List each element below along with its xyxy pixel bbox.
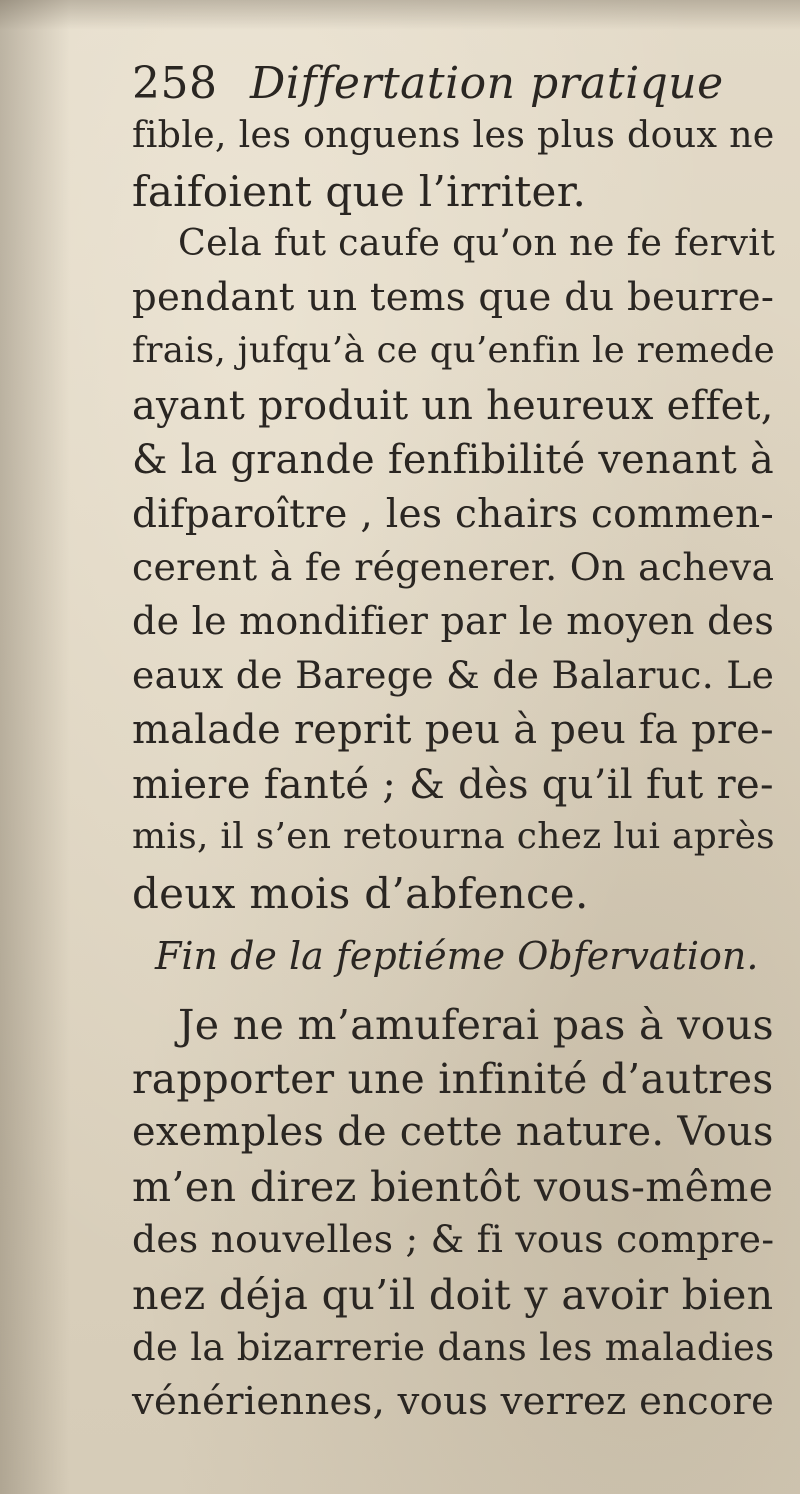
paragraph-start-line: Cela fut caufe qu’on ne fe fervit [178, 221, 776, 264]
running-title: Differtation pratique [249, 58, 724, 109]
text-line: rapporter une infinité d’autres [132, 1055, 774, 1103]
text-line: des nouvelles ; & fi vous compre- [132, 1217, 775, 1261]
text-line: pendant un tems que du beurre- [132, 275, 775, 320]
text-line: exemples de cette nature. Vous [132, 1109, 774, 1155]
text-line: m’en direz bientôt vous-même [132, 1163, 774, 1211]
gutter-shadow [0, 0, 70, 1494]
text-line: difparoître , les chairs commen- [132, 492, 774, 537]
page-number: 258 [132, 58, 218, 109]
text-line: faifoient que l’irriter. [132, 167, 587, 216]
text-line: malade reprit peu à peu fa pre- [132, 707, 774, 753]
text-line: eaux de Barege & de Balaruc. Le [132, 653, 775, 697]
text-line: mis, il s’en retourna chez lui après [132, 816, 775, 857]
text-line: & la grande fenfibilité venant à [132, 437, 774, 483]
text-line: fible, les onguens les plus doux ne [132, 113, 775, 156]
text-line: frais, jufqu’à ce qu’enfin le remede [132, 330, 775, 371]
text-line: vénériennes, vous verrez encore [132, 1379, 775, 1424]
text-line: deux mois d’abfence. [132, 869, 589, 918]
text-line: de la bizarrerie dans les maladies [132, 1326, 775, 1369]
paragraph-start-line: Je ne m’amuferai pas à vous [178, 1001, 774, 1049]
text-line: ayant produit un heureux effet, [132, 383, 774, 429]
text-line: nez déja qu’il doit y avoir bien [132, 1271, 774, 1319]
text-line: cerent à fe régenerer. On acheva [132, 545, 775, 589]
text-line: de le mondifier par le moyen des [132, 599, 775, 643]
text-line: miere fanté ; & dès qu’il fut re- [132, 762, 774, 808]
top-edge-shadow [0, 0, 800, 30]
section-end-heading: Fin de la feptiéme Obfervation. [155, 934, 759, 978]
page-header [132, 58, 724, 109]
